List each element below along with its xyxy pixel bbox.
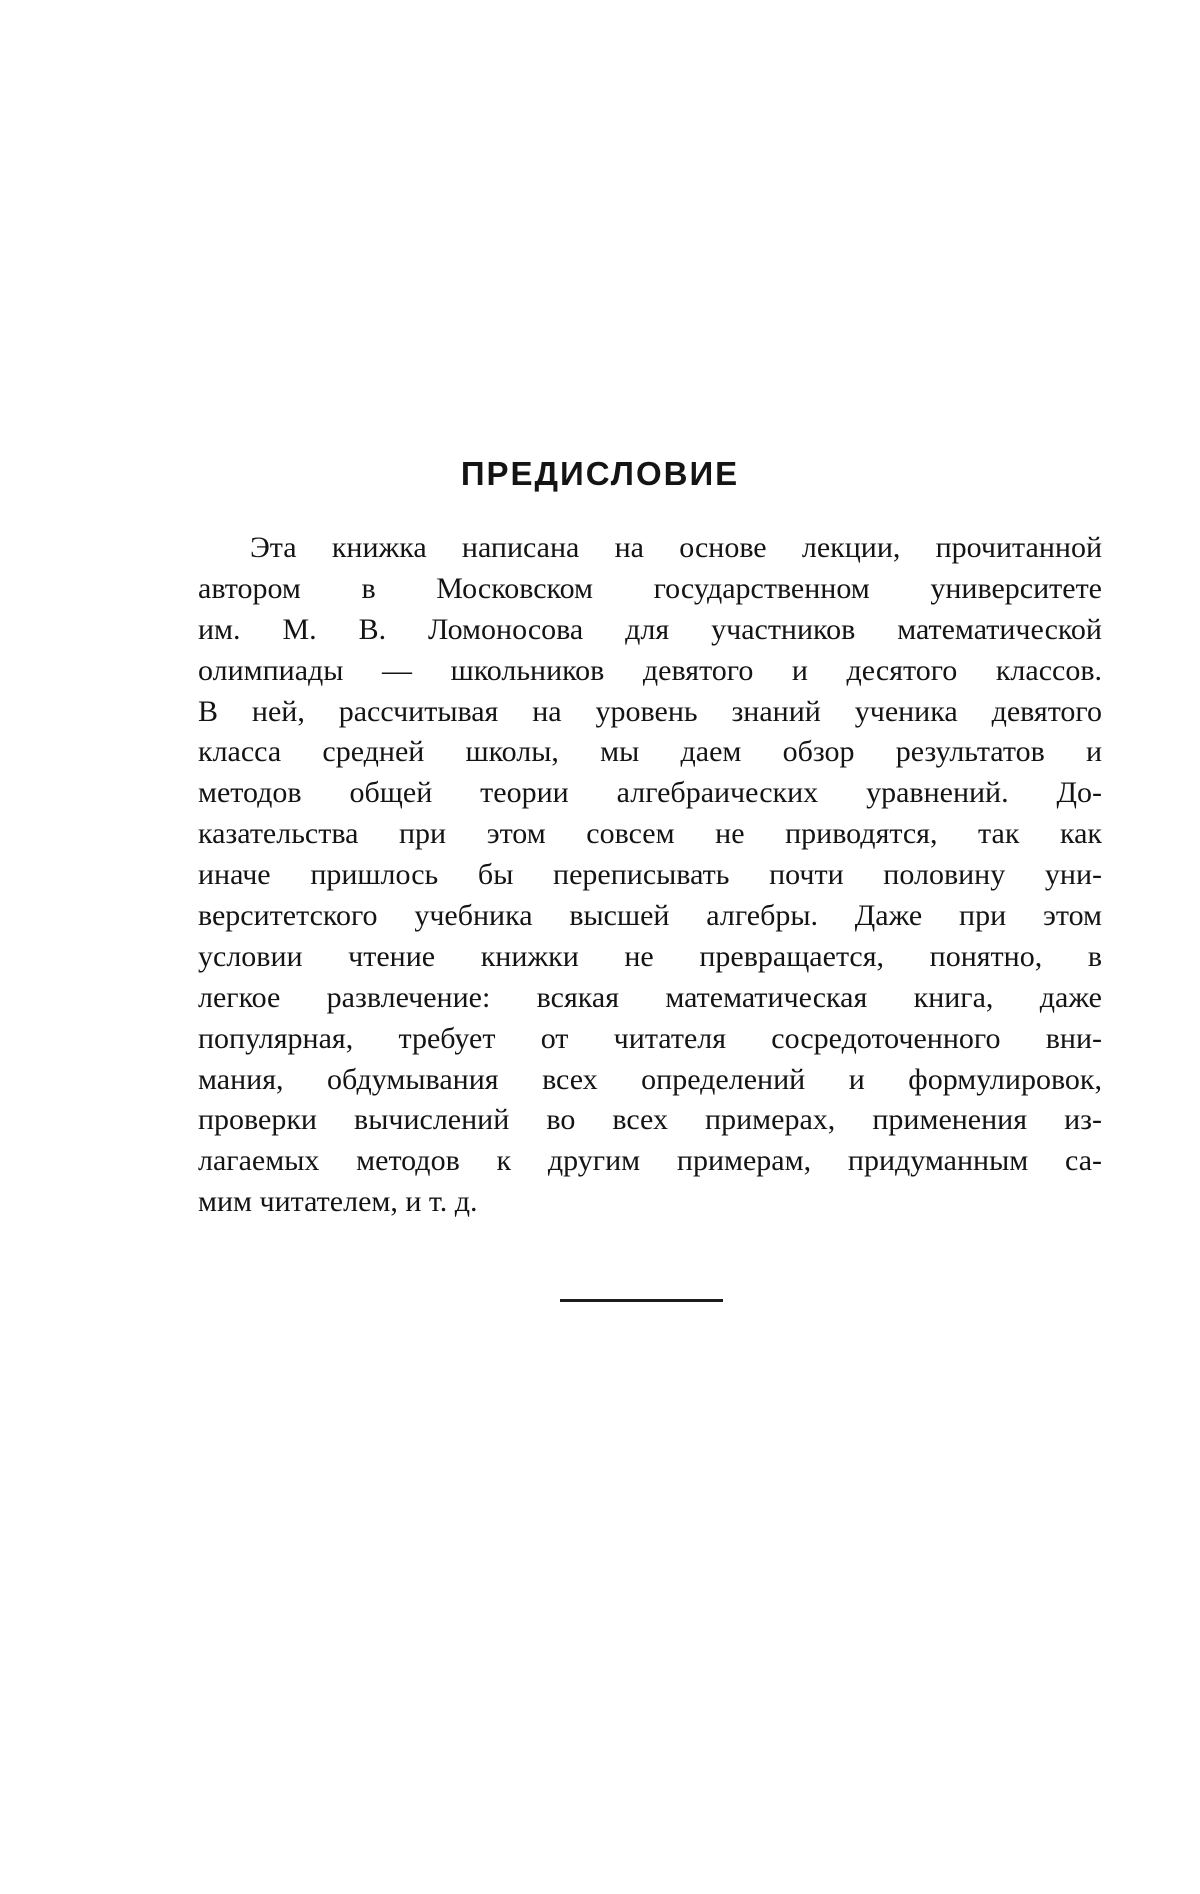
- section-divider: [560, 1299, 723, 1302]
- text-line: легкое развлечение: всякая математическая книга, даже: [198, 980, 1102, 1014]
- text-line: методов общей теории алгебраических уравнений. До-: [198, 776, 1102, 810]
- text-line: Эта книжка написана на основе лекции, прочитанной: [250, 531, 1102, 564]
- page-title: ПРЕДИСЛОВИЕ: [460, 455, 740, 492]
- text-line: В ней, рассчитывая на уровень знаний ученика девятого: [198, 694, 1102, 728]
- text-line: проверки вычислений во всех примерах, применения из-: [198, 1103, 1102, 1137]
- text-line: верситетского учебника высшей алгебры. Даже при этом: [198, 899, 1102, 933]
- text-line: мания, обдумывания всех определений и формулировок,: [198, 1062, 1102, 1096]
- preface-paragraph: [198, 528, 1102, 1223]
- text-line: лагаемых методов к другим примерам, придуманным са-: [198, 1144, 1102, 1178]
- text-line: автором в Московском государственном университете: [198, 571, 1102, 605]
- text-line: класса средней школы, мы даем обзор результатов и: [198, 735, 1102, 769]
- text-line: олимпиады — школьников девятого и десятого классов.: [198, 653, 1102, 687]
- text-line: иначе пришлось бы переписывать почти половину уни-: [198, 858, 1102, 892]
- text-line: им. М. В. Ломоносова для участников математической: [198, 612, 1102, 646]
- text-line: условии чтение книжки не превращается, понятно, в: [198, 939, 1102, 973]
- text-line: казательства при этом совсем не приводятся, так как: [198, 817, 1102, 851]
- text-line: популярная, требует от читателя сосредоточенного вни-: [198, 1021, 1102, 1055]
- text-line: мим читателем, и т. д.: [198, 1185, 478, 1219]
